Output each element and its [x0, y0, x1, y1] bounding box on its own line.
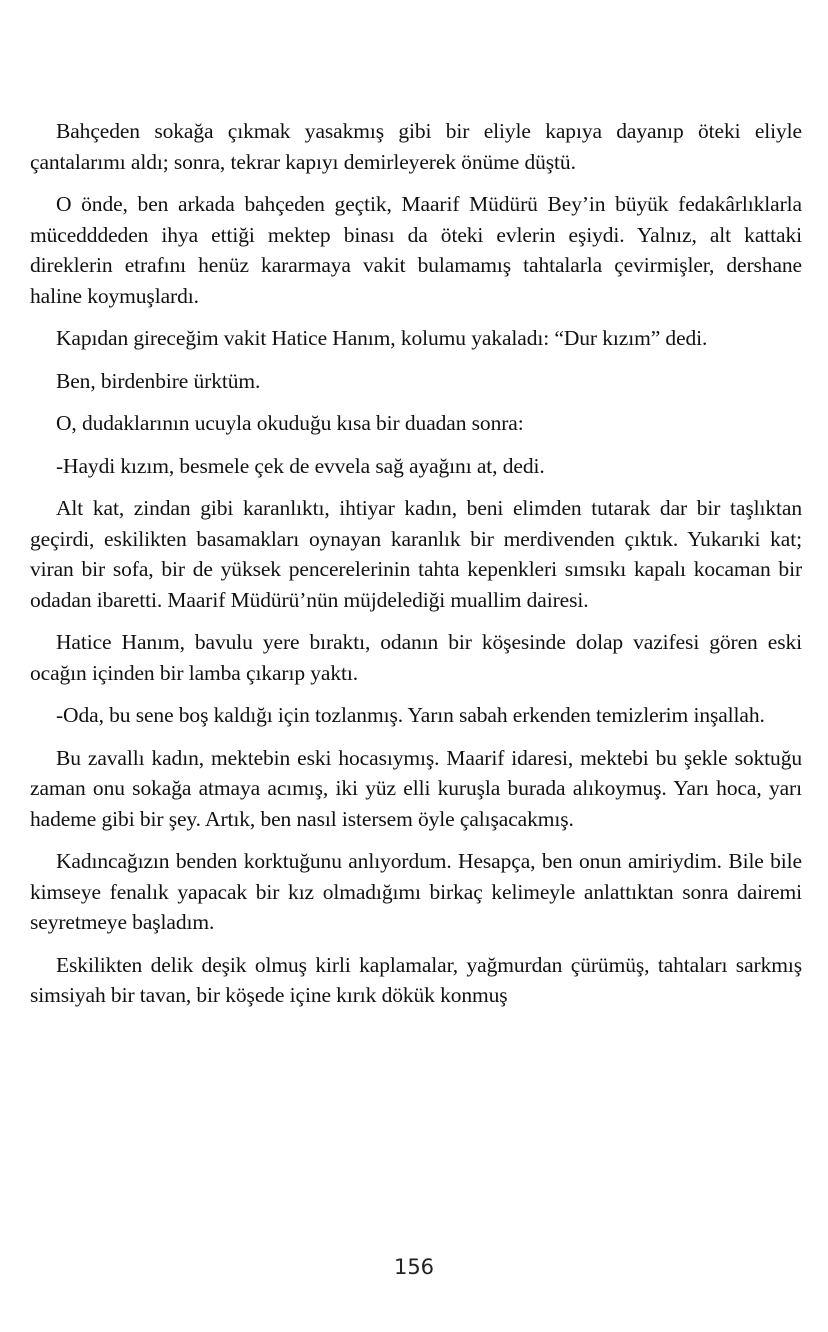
paragraph-4: Ben, birdenbire ürktüm. [56, 368, 261, 393]
paragraph-8: Hatice Hanım, bavulu yere bıraktı, odanın bir köşesinde dolap vazifesi gören eski ocağın içinden bir lamba çıkarıp yaktı. [30, 630, 802, 685]
page-body [30, 116, 802, 1023]
paragraph-1: Bahçeden sokağa çıkmak yasakmış gibi bir eliyle kapıya dayanıp öteki eliyle çantalarımı aldı; sonra, tekrar kapıyı demirleyerek önüme düştü. [30, 119, 802, 174]
paragraph-7: Alt kat, zindan gibi karanlıktı, ihtiyar kadın, beni elimden tutarak dar bir taşlıktan geçirdi, eskilikten basamakları oynayan karanlık bir merdivenden çıktık. Yukarıki kat; viran bir sofa, bir de yüksek pencerelerinin tahta kepenkleri sımsıkı kapalı kocaman bir odadan ibaretti. Maarif Müdürü’nün müjdelediği muallim dairesi. [30, 496, 802, 612]
paragraph-10: Bu zavallı kadın, mektebin eski hocasıymış. Maarif idaresi, mektebi bu şekle soktuğu zaman onu sokağa atmaya acımış, iki yüz elli kuruşla burada alıkoymuş. Yarı hoca, yarı hademe gibi bir şey. Artık, ben nasıl istersem öyle çalışacakmış. [30, 745, 802, 831]
paragraph-2: O önde, ben arkada bahçeden geçtik, Maarif Müdürü Bey’in büyük fedakârlıklarla mücedddeden ihya ettiği mektep binası da öteki evlerin eşiydi. Yalnız, alt kattaki direklerin etrafını henüz kararmaya vakit bulamamış tahtalarla çevirmişler, dershane haline koymuşlardı. [30, 192, 802, 308]
paragraph-5: O, dudaklarının ucuyla okuduğu kısa bir duadan sonra: [56, 411, 524, 435]
page-number: 156 [393, 1255, 435, 1279]
paragraph-6: -Haydi kızım, besmele çek de evvela sağ ayağını at, dedi. [56, 453, 545, 478]
paragraph-3: Kapıdan gireceğim vakit Hatice Hanım, kolumu yakaladı: “Dur kızım” dedi. [56, 326, 708, 350]
paragraph-12: Eskilikten delik deşik olmuş kirli kaplamalar, yağmurdan çürümüş, tahtaları sarkmış simsiyah bir tavan, bir köşede içine kırık dökük konmuş [30, 952, 802, 1007]
paragraph-11: Kadıncağızın benden korktuğunu anlıyordum. Hesapça, ben onun amiriydim. Bile bile kimseye fenalık yapacak bir kız olmadığımı birkaç kelimeyle anlattıktan sonra dairemi seyretmeye başladım. [30, 849, 802, 934]
paragraph-9: -Oda, bu sene boş kaldığı için tozlanmış. Yarın sabah erkenden temizlerim inşallah. [56, 703, 765, 727]
